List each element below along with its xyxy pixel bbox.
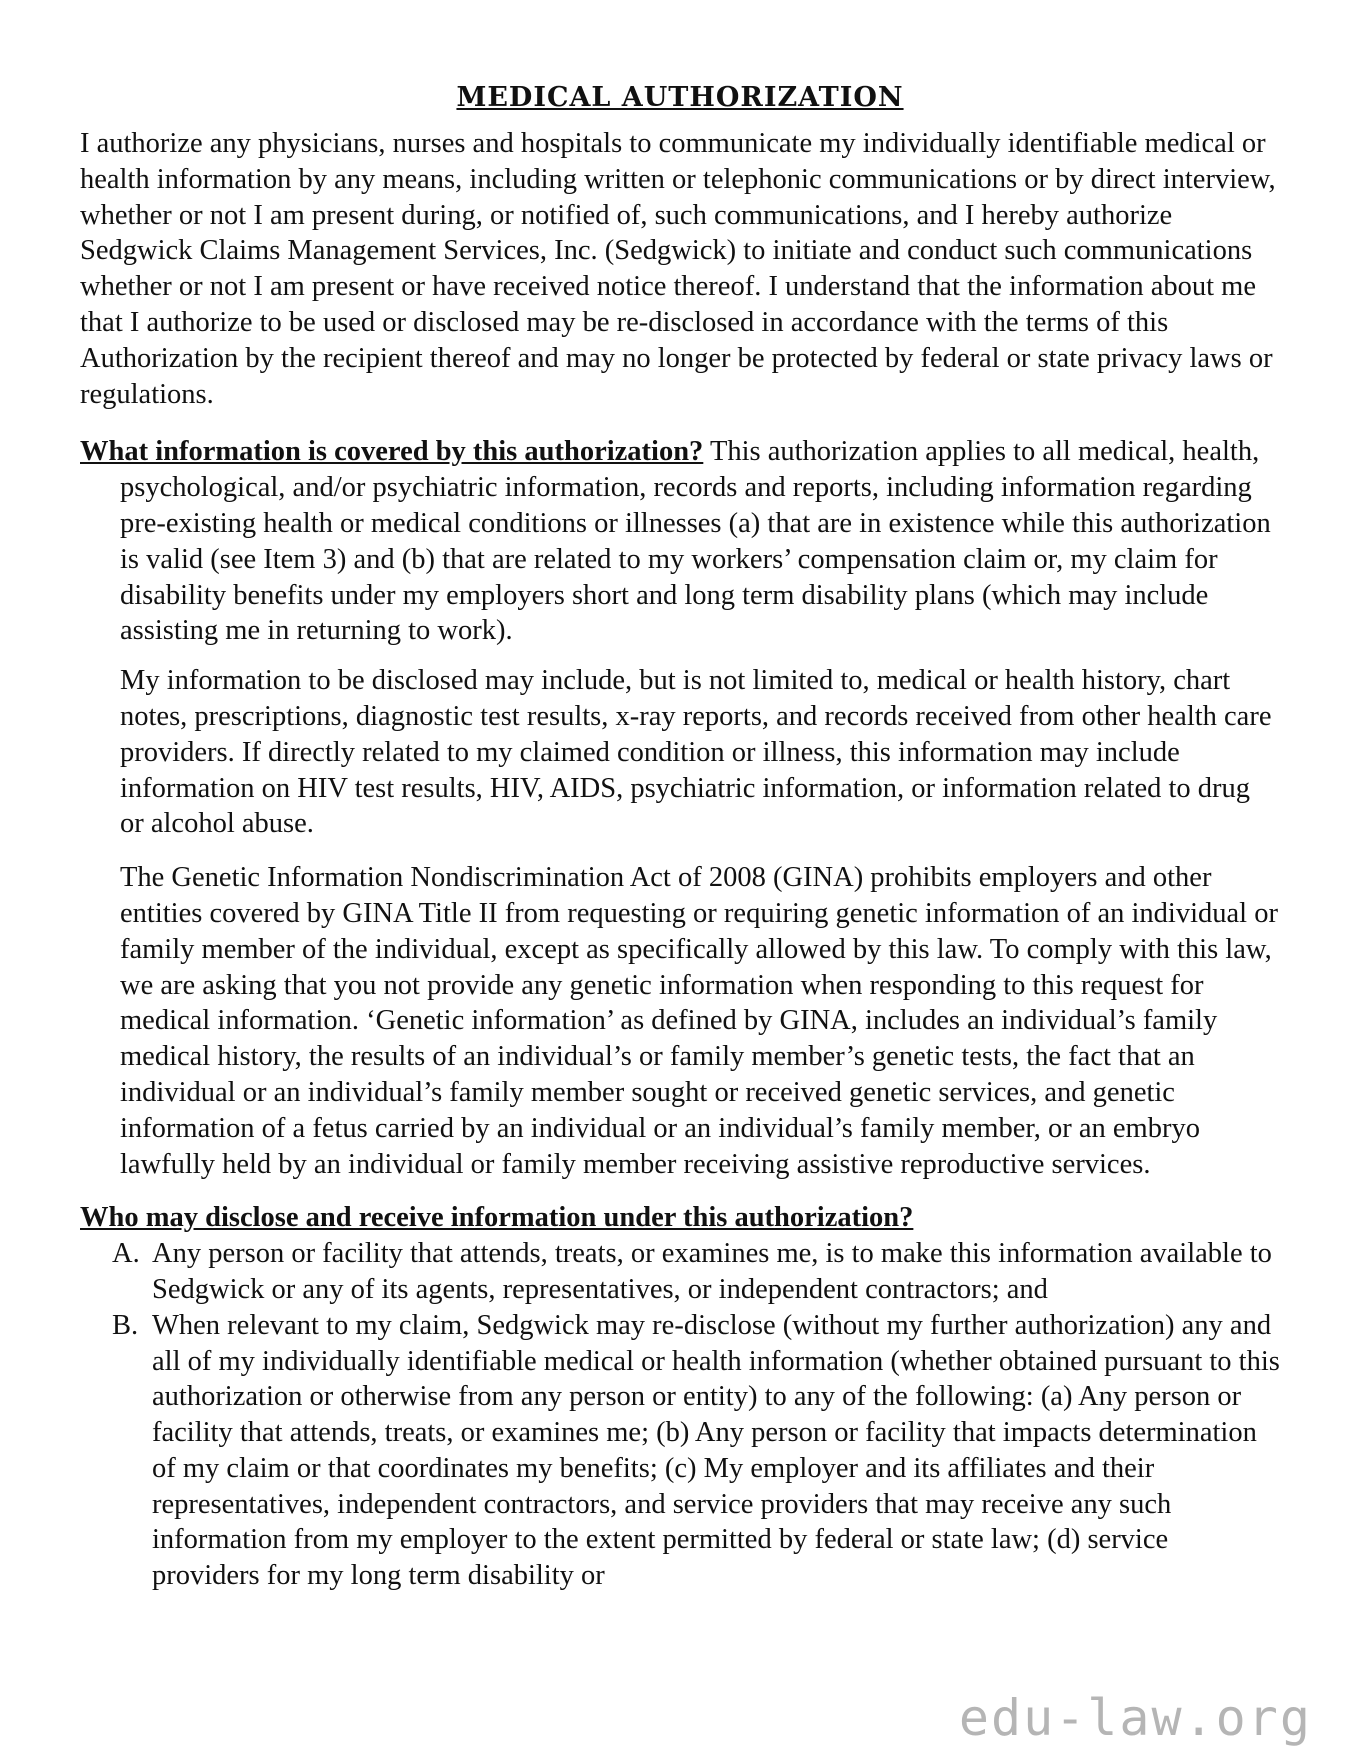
list-item-text: When relevant to my claim, Sedgwick may re-disclose (without my further authorization) any and all of my individually identifiable medical or health information (whether obtained pursuant to this authorization or otherwise from any person or entity) to any of the following: (a) Any person or facility that attends, treats, or examines me; (b) Any person or facility that impacts determination of my claim or that coordinates my benefits; (c) My employer and its affiliates and their representatives, independent contractors, and service providers that may receive any such information from my employer to the extent permitted by federal or state law; (d) service providers for my long term disability or	[152, 1309, 1280, 1592]
disclosure-details-paragraph: My information to be disclosed may include, but is not limited to, medical or health history, chart notes, prescriptions, diagnostic test results, x-ray reports, and records received from other health care providers. If directly related to my claimed condition or illness, this information may include information on HIV test results, HIV, AIDS, psychiatric information, or information related to drug or alcohol abuse.	[120, 665, 1272, 840]
document-page	[80, 76, 1280, 1594]
list-marker: B.	[112, 1309, 139, 1341]
section-covered-info	[80, 434, 1280, 649]
list-marker: A.	[112, 1238, 140, 1270]
list-item	[80, 1236, 1280, 1308]
disclosure-list	[80, 1236, 1280, 1594]
list-item-text: Any person or facility that attends, treats, or examines me, is to make this information available to Sedgwick or any of its agents, representatives, or independent contractors; and	[152, 1238, 1272, 1305]
watermark: edu-law.org	[958, 1689, 1312, 1747]
intro-paragraph: I authorize any physicians, nurses and hospitals to communicate my individually identifiable medical or health information by any means, including written or telephonic communications or by direct interview, whether or not I am present during, or notified of, such communications, and I hereby authorize Sedgwick Claims Management Services, Inc. (Sedgwick) to initiate and conduct such communications whether or not I am present or have received notice thereof. I understand that the information about me that I authorize to be used or disclosed may be re-disclosed in accordance with the terms of this Authorization by the recipient thereof and may no longer be protected by federal or state privacy laws or regulations.	[80, 128, 1276, 410]
list-item	[80, 1308, 1280, 1594]
section-covered-heading: What information is covered by this authorization?	[80, 436, 704, 468]
document-title: MEDICAL AUTHORIZATION	[456, 82, 904, 113]
section-covered-text: This authorization applies to all medical, health, psychological, and/or psychiatric information, records and reports, including information regarding pre-existing health or medical conditions or illnesses (a) that are in existence while this authorization is valid (see Item 3) and (b) that are related to my workers’ compensation claim or, my claim for disability benefits under my employers short and long term disability plans (which may include assisting me in returning to work).	[120, 436, 1271, 647]
section-who-heading: Who may disclose and receive information under this authorization?	[80, 1202, 914, 1234]
gina-paragraph: The Genetic Information Nondiscrimination Act of 2008 (GINA) prohibits employers and other entities covered by GINA Title II from requesting or requiring genetic information of an individual or family member of the individual, except as specifically allowed by this law. To comply with this law, we are asking that you not provide any genetic information when responding to this request for medical information. ‘Genetic information’ as defined by GINA, includes an individual’s family medical history, the results of an individual’s or family member’s genetic tests, the fact that an individual or an individual’s family member sought or received genetic services, and genetic information of a fetus carried by an individual or an individual’s family member, or an embryo lawfully held by an individual or family member receiving assistive reproductive services.	[120, 862, 1278, 1180]
